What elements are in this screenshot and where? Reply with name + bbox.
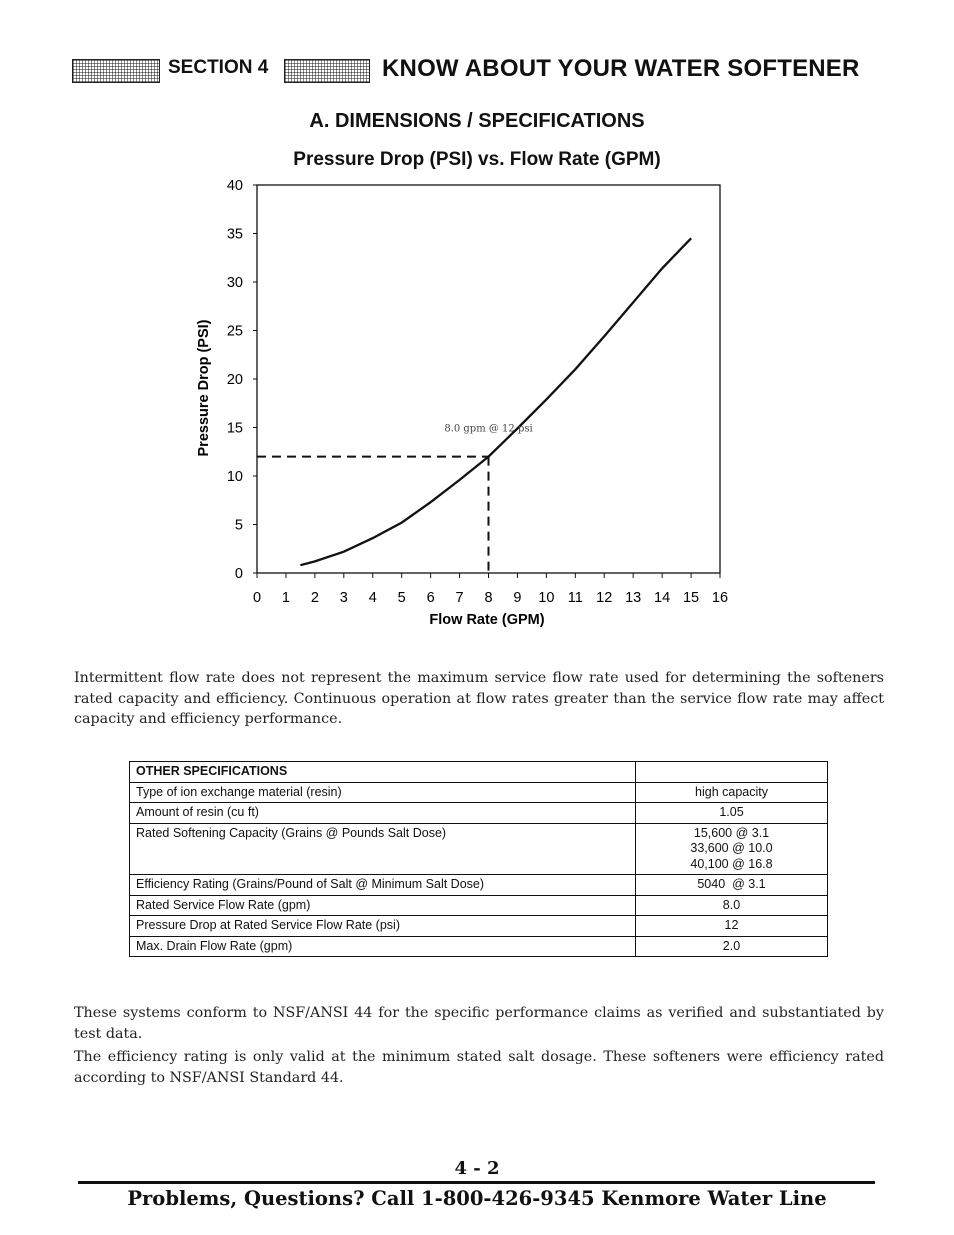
specs-header-label: OTHER SPECIFICATIONS — [130, 762, 636, 783]
y-tick-label: 30 — [226, 275, 243, 291]
specs-header-row — [130, 762, 828, 783]
y-tick-label: 20 — [226, 372, 243, 388]
chart-title: Pressure Drop (PSI) vs. Flow Rate (GPM) — [293, 149, 661, 170]
x-tick-label: 0 — [252, 590, 262, 606]
x-tick-label: 15 — [682, 590, 700, 606]
spec-value: 2.0 — [636, 936, 828, 957]
page-number: 4 - 2 — [454, 1158, 500, 1179]
x-tick-label: 10 — [538, 590, 555, 606]
spec-label: Max. Drain Flow Rate (gpm) — [130, 936, 636, 957]
spec-label: Rated Service Flow Rate (gpm) — [130, 895, 636, 916]
x-tick-label: 13 — [625, 590, 642, 606]
x-tick-label: 16 — [711, 590, 729, 606]
y-tick-label: 40 — [226, 178, 243, 194]
y-tick-label: 5 — [234, 517, 243, 534]
y-axis-ticks — [227, 178, 257, 582]
spec-label: Amount of resin (cu ft) — [130, 803, 636, 824]
x-tick-label: 1 — [281, 590, 290, 606]
x-tick-label: 9 — [513, 590, 522, 606]
plot-frame — [257, 185, 720, 573]
specs-table — [129, 761, 828, 957]
spec-value-line: 40,100 @ 16.8 — [690, 856, 773, 871]
table-row — [130, 803, 828, 824]
annotation-label: 8.0 gpm @ 12 psi — [444, 423, 533, 435]
section-title: KNOW ABOUT YOUR WATER SOFTENER — [382, 55, 860, 82]
spec-value: 12 — [636, 916, 828, 937]
y-tick-label: 35 — [226, 226, 243, 243]
y-axis-label: Pressure Drop (PSI) — [196, 319, 212, 457]
x-tick-label: 8 — [484, 590, 493, 606]
table-row — [130, 916, 828, 937]
pressure-drop-curve — [300, 238, 691, 565]
x-tick-label: 5 — [397, 590, 406, 606]
spec-value: 5040 @ 3.1 — [636, 875, 828, 896]
x-tick-label: 7 — [455, 590, 464, 606]
x-axis-label: Flow Rate (GPM) — [429, 612, 545, 628]
y-tick-label: 15 — [226, 420, 243, 437]
subheading: A. DIMENSIONS / SPECIFICATIONS — [309, 110, 645, 132]
spec-value — [636, 823, 828, 875]
spec-label: Pressure Drop at Rated Service Flow Rate (psi) — [130, 916, 636, 937]
section-label: SECTION 4 — [168, 57, 269, 78]
x-tick-label: 3 — [339, 590, 348, 606]
nsf-paragraph: These systems conform to NSF/ANSI 44 for the specific performance claims as verified and substantiated by test data. — [74, 1005, 884, 1042]
x-tick-label: 6 — [426, 590, 435, 606]
footer-text: Problems, Questions? Call 1-800-426-9345 Kenmore Water Line — [127, 1187, 827, 1210]
x-tick-label: 14 — [654, 590, 671, 606]
spec-value: high capacity — [636, 782, 828, 803]
spec-value: 1.05 — [636, 803, 828, 824]
table-row — [130, 875, 828, 896]
x-tick-label: 4 — [368, 590, 377, 606]
footer-rule — [78, 1181, 875, 1184]
spec-value: 8.0 — [636, 895, 828, 916]
x-tick-label: 2 — [310, 590, 319, 606]
intro-paragraph: Intermittent flow rate does not represent the maximum service flow rate used for determining the softeners rated capacity and efficiency. Continuous operation at flow rates greater than the service flow rate may affect capacity and efficiency performance. — [74, 670, 884, 727]
spec-label: Type of ion exchange material (resin) — [130, 782, 636, 803]
efficiency-paragraph: The efficiency rating is only valid at the minimum stated salt dosage. These softeners were efficiency rated according to NSF/ANSI Standard 44. — [74, 1049, 884, 1086]
y-tick-label: 25 — [226, 323, 243, 340]
y-tick-label: 10 — [226, 469, 243, 485]
spec-label: Rated Softening Capacity (Grains @ Pounds Salt Dose) — [130, 823, 636, 875]
table-row — [130, 895, 828, 916]
table-row — [130, 936, 828, 957]
x-axis-ticks — [253, 573, 728, 606]
x-tick-label: 11 — [567, 590, 583, 606]
spec-value-line: 15,600 @ 3.1 — [693, 825, 770, 840]
table-row — [130, 823, 828, 875]
specs-header-value — [636, 762, 828, 783]
y-tick-label: 0 — [234, 566, 243, 582]
x-tick-label: 12 — [596, 590, 613, 606]
spec-value-line: 33,600 @ 10.0 — [690, 841, 773, 855]
spec-label: Efficiency Rating (Grains/Pound of Salt @ Minimum Salt Dose) — [130, 875, 636, 896]
table-row — [130, 782, 828, 803]
